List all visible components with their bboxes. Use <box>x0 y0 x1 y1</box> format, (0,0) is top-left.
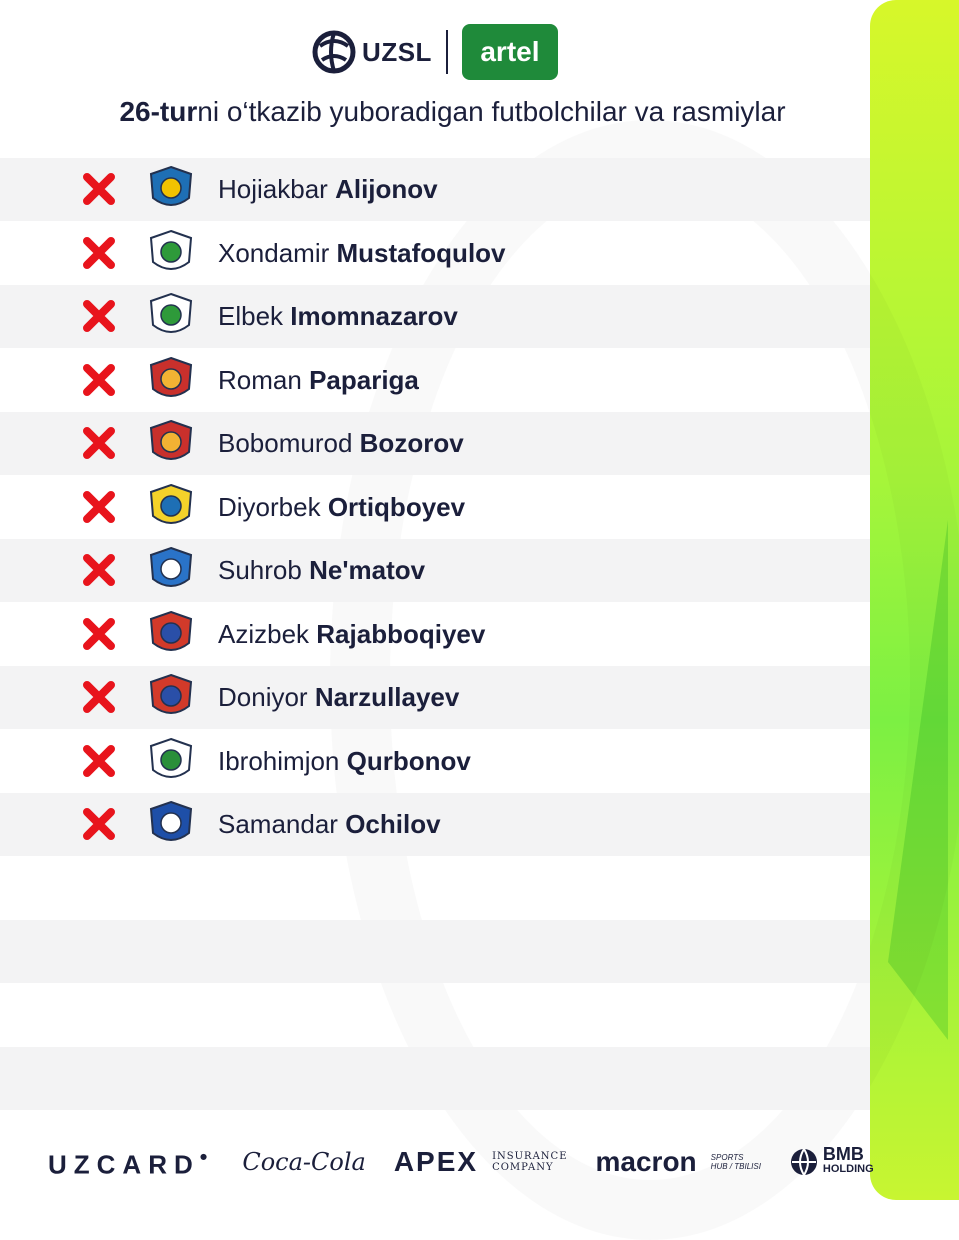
row-stripe <box>0 1047 870 1110</box>
player-first-name: Diyorbek <box>218 491 321 522</box>
player-first-name: Elbek <box>218 301 284 331</box>
player-first-name: Bobomurod <box>218 428 353 458</box>
title-text: ni o‘tkazib yuboradigan futbolchilar va rasmiylar <box>197 96 786 127</box>
player-first-name: Azizbek <box>218 618 310 649</box>
cross-icon <box>82 490 116 524</box>
player-name <box>218 428 464 459</box>
macron-subtitle: SPORTS HUB / TBILISI <box>710 1153 761 1171</box>
macron-logo: macron <box>595 1146 697 1177</box>
player-last-name: Imomnazarov <box>290 301 458 331</box>
neftchi-badge-icon <box>146 736 196 786</box>
buxoro-badge-icon <box>146 545 196 595</box>
cross-icon <box>82 680 116 714</box>
cross-icon <box>82 172 116 206</box>
uzsl-logo <box>312 30 432 74</box>
list-item <box>0 603 870 666</box>
player-name <box>218 174 438 205</box>
header-logos <box>0 22 870 82</box>
globe-icon <box>789 1147 819 1177</box>
uzsl-ball-icon <box>312 30 356 74</box>
player-last-name: Bozorov <box>359 428 464 458</box>
player-name <box>218 746 471 777</box>
list-item <box>0 285 870 348</box>
cross-icon <box>82 617 116 651</box>
player-first-name: Doniyor <box>218 682 308 712</box>
player-name <box>218 682 459 713</box>
list-item <box>0 539 870 602</box>
player-last-name: Qurbonov <box>346 745 471 776</box>
list-item <box>0 793 870 856</box>
player-last-name: Ortiqboyev <box>327 491 466 522</box>
list-item <box>0 222 870 285</box>
andijon-badge-icon <box>146 482 196 532</box>
player-name <box>218 365 419 396</box>
list-item <box>0 158 870 221</box>
cross-icon <box>82 553 116 587</box>
uzcard-logo: UZCARD• <box>48 1143 215 1180</box>
cocacola-logo: Coca-Cola <box>242 1148 366 1176</box>
cross-icon <box>82 744 116 778</box>
player-last-name: Alijonov <box>335 174 438 204</box>
page-title <box>0 96 905 128</box>
bmb-logo: BMB HOLDING <box>789 1147 874 1177</box>
list-item <box>0 412 870 475</box>
player-first-name: Hojiakbar <box>218 174 328 204</box>
player-first-name: Suhrob <box>218 555 302 585</box>
player-first-name: Xondamir <box>218 237 330 268</box>
surkhon-badge-icon <box>146 672 196 722</box>
qizilqum-badge-icon <box>146 418 196 468</box>
uzsl-text: UZSL <box>362 36 432 67</box>
player-name <box>218 619 485 650</box>
apex-logo: APEX <box>393 1146 479 1177</box>
cross-icon <box>82 299 116 333</box>
player-first-name: Ibrohimjon <box>218 745 340 776</box>
qizilqum-badge-icon <box>146 355 196 405</box>
row-stripe <box>0 920 870 983</box>
apex-subtitle: INSURANCE COMPANY <box>492 1151 568 1173</box>
cross-icon <box>82 807 116 841</box>
player-last-name: Papariga <box>309 364 419 395</box>
player-name <box>218 301 458 332</box>
player-last-name: Ne'matov <box>309 555 426 585</box>
sogdiana-badge-icon <box>146 228 196 278</box>
player-first-name: Samandar <box>218 809 338 839</box>
player-name <box>218 809 441 840</box>
list-item <box>0 349 870 412</box>
mashal-badge-icon <box>146 799 196 849</box>
sogdiana-badge-icon <box>146 291 196 341</box>
cross-icon <box>82 236 116 270</box>
paxtakor-badge-icon <box>146 164 196 214</box>
title-round: 26-tur <box>119 96 198 127</box>
list-item <box>0 730 870 793</box>
logo-divider <box>446 30 448 74</box>
player-first-name: Roman <box>218 364 302 395</box>
sponsor-footer <box>48 1140 874 1184</box>
list-item <box>0 476 870 539</box>
player-last-name: Mustafoqulov <box>336 237 506 268</box>
player-name <box>218 555 425 586</box>
surkhon-badge-icon <box>146 609 196 659</box>
player-last-name: Rajabboqiyev <box>316 618 486 649</box>
artel-logo: artel <box>462 24 558 80</box>
cross-icon <box>82 426 116 460</box>
player-last-name: Narzullayev <box>314 682 460 712</box>
player-last-name: Ochilov <box>345 809 441 839</box>
cross-icon <box>82 363 116 397</box>
list-item <box>0 666 870 729</box>
player-name <box>218 492 465 523</box>
player-name <box>218 238 506 269</box>
